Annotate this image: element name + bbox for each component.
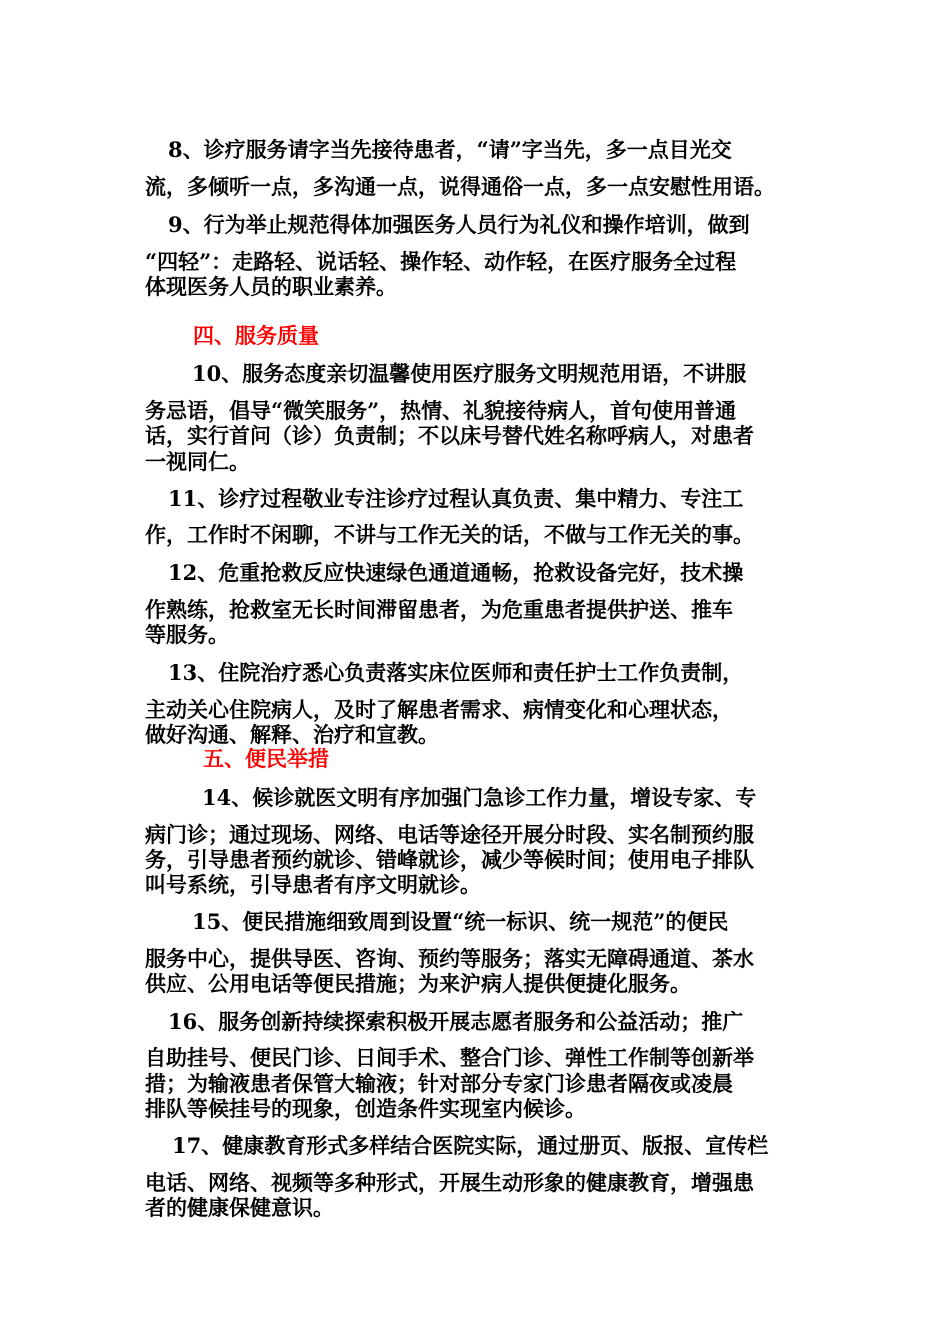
item-15-line-2: 服务中心，提供导医、咨询、预约等服务；落实无障碍通道、茶水 (145, 946, 754, 971)
item-10-line-2: 务忌语，倡导“微笑服务”，热情、礼貌接待病人，首句使用普通 (145, 398, 737, 423)
item-12-line-2: 作熟练，抢救室无长时间滞留患者，为危重患者提供护送、推车 (145, 597, 733, 622)
item-8-line-2: 流，多倾听一点，多沟通一点，说得通俗一点，多一点安慰性用语。 (145, 174, 775, 199)
item-10-line-3: 话，实行首问（诊）负责制；不以床号替代姓名称呼病人，对患者 (145, 423, 754, 448)
item-17-line-1: 17、健康教育形式多样结合医院实际，通过册页、版报、宣传栏 (172, 1133, 769, 1158)
item-8-line-1: 8、诊疗服务请字当先接待患者，“请”字当先，多一点目光交 (168, 137, 732, 162)
item-14-line-2: 病门诊；通过现场、网络、电话等途径开展分时段、实名制预约服 (145, 822, 754, 847)
item-16-line-1: 16、服务创新持续探索积极开展志愿者服务和公益活动；推广 (168, 1009, 744, 1034)
item-14-line-1: 14、候诊就医文明有序加强门急诊工作力量，增设专家、专 (202, 785, 757, 810)
item-9-line-3: 体现医务人员的职业素养。 (145, 274, 397, 299)
item-17-line-3: 者的健康保健意识。 (145, 1195, 334, 1220)
item-14-line-3: 务，引导患者预约就诊、错峰就诊，减少等候时间；使用电子排队 (145, 847, 754, 872)
item-9-line-1: 9、行为举止规范得体加强医务人员行为礼仪和操作培训，做到 (168, 212, 750, 237)
item-14-line-4: 叫号系统，引导患者有序文明就诊。 (145, 872, 481, 897)
item-15-line-3: 供应、公用电话等便民措施；为来沪病人提供便捷化服务。 (145, 971, 691, 996)
item-10-line-1: 10、服务态度亲切温馨使用医疗服务文明规范用语，不讲服 (192, 361, 747, 386)
section-heading-service-quality: 四、服务质量 (193, 323, 319, 348)
item-13-line-3: 做好沟通、解释、治疗和宣教。 (145, 722, 439, 747)
item-16-line-2: 自助挂号、便民门诊、日间手术、整合门诊、弹性工作制等创新举 (145, 1045, 754, 1070)
item-9-line-2: “四轻”：走路轻、说话轻、操作轻、动作轻，在医疗服务全过程 (145, 249, 737, 274)
item-13-line-2: 主动关心住院病人，及时了解患者需求、病情变化和心理状态， (145, 697, 733, 722)
section-heading-convenience-measures: 五、便民举措 (203, 746, 329, 771)
item-10-line-4: 一视同仁。 (145, 449, 250, 474)
item-12-line-3: 等服务。 (145, 622, 229, 647)
item-17-line-2: 电话、网络、视频等多种形式，开展生动形象的健康教育，增强患 (145, 1170, 754, 1195)
item-16-line-3: 措；为输液患者保管大输液；针对部分专家门诊患者隔夜或凌晨 (145, 1071, 733, 1096)
item-11-line-1: 11、诊疗过程敬业专注诊疗过程认真负责、集中精力、专注工 (168, 486, 744, 511)
item-16-line-4: 排队等候挂号的现象，创造条件实现室内候诊。 (145, 1096, 586, 1121)
item-11-line-2: 作，工作时不闲聊，不讲与工作无关的话，不做与工作无关的事。 (145, 522, 754, 547)
item-12-line-1: 12、危重抢救反应快速绿色通道通畅，抢救设备完好，技术操 (168, 560, 744, 585)
item-15-line-1: 15、便民措施细致周到设置“统一标识、统一规范”的便民 (192, 909, 729, 934)
item-13-line-1: 13、住院治疗悉心负责落实床位医师和责任护士工作负责制， (168, 660, 744, 685)
